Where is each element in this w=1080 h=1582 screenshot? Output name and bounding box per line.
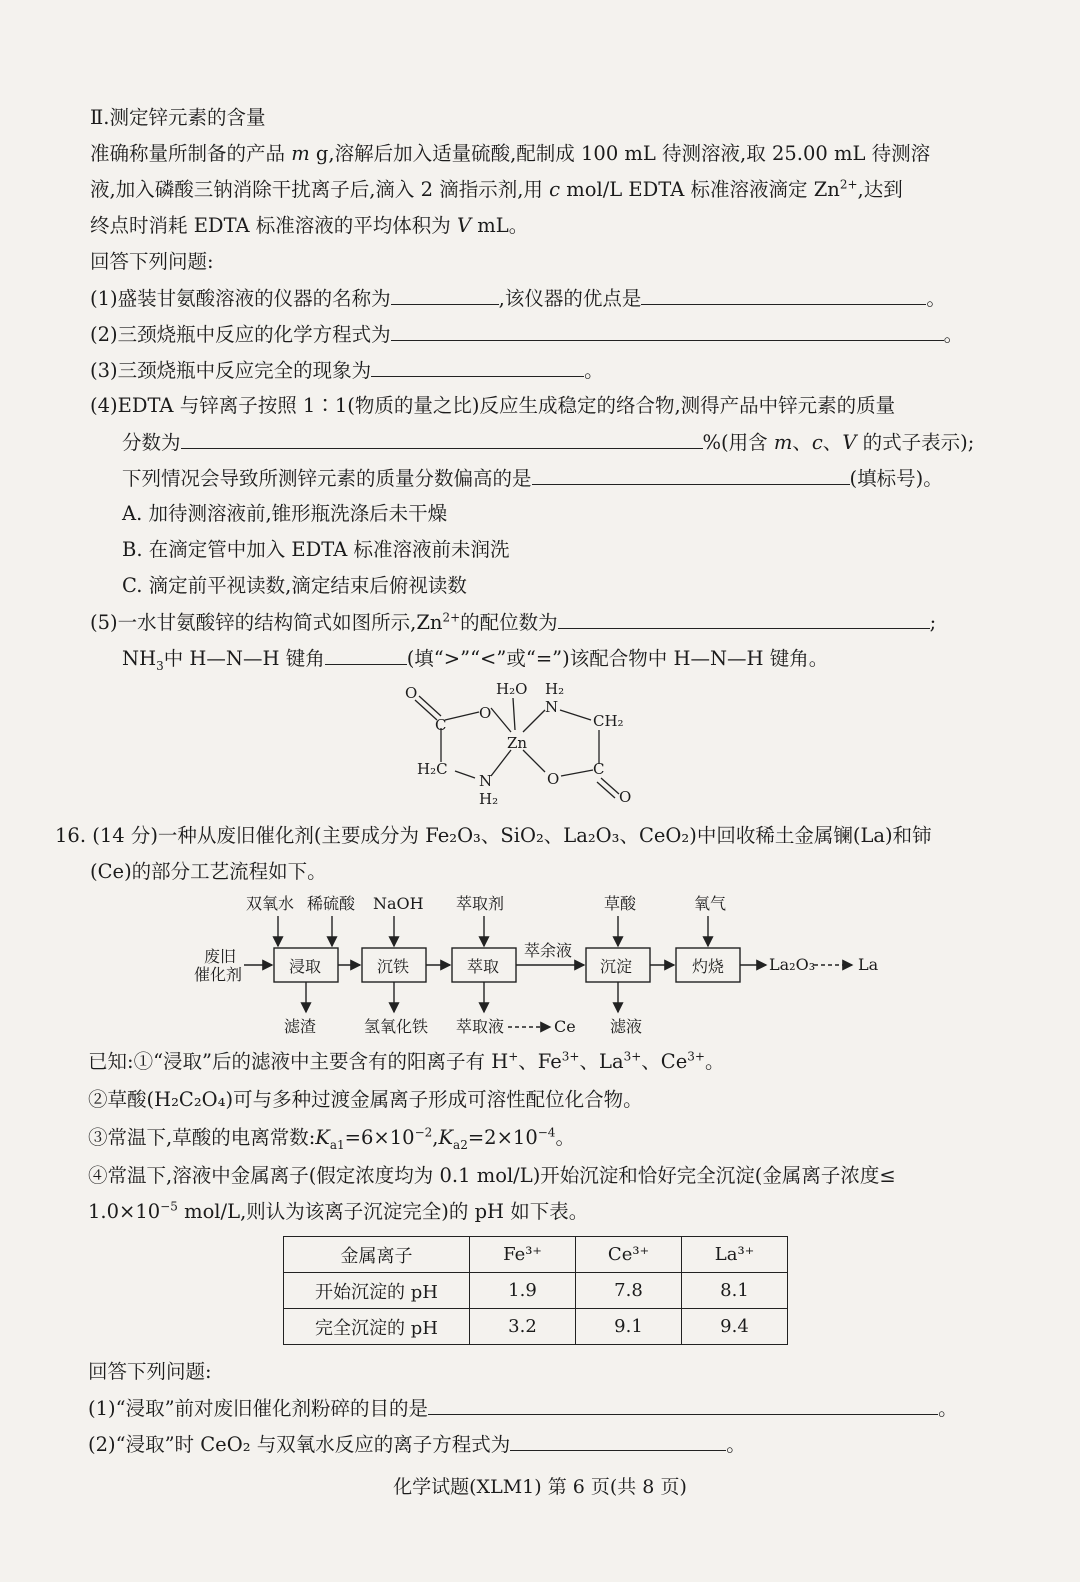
bond-n-zn (523, 710, 545, 732)
question-5-line-2 (122, 644, 828, 673)
superscript: −5 (160, 1199, 178, 1214)
text: 中 H—N—H 键角 (163, 647, 325, 670)
atom-h2c: H₂C (417, 760, 448, 778)
known-4 (88, 1162, 896, 1190)
option-c (122, 572, 467, 600)
atom-n2: N (479, 772, 493, 790)
question-1 (90, 284, 946, 313)
question-4 (90, 392, 895, 420)
raffinate-label: 萃余液 (524, 941, 573, 960)
atom-zn: Zn (507, 734, 528, 752)
product-la2o3: La₂O₃ (769, 955, 816, 974)
text: 回答下列问题: (88, 1360, 212, 1383)
answer-blank[interactable] (428, 1394, 938, 1415)
table-cell: 完全沉淀的 pH (284, 1309, 470, 1345)
text: 、Fe (518, 1050, 562, 1073)
superscript: −4 (537, 1125, 556, 1140)
table-cell: 开始沉淀的 pH (284, 1273, 470, 1309)
text: (2)三颈烧瓶中反应的化学方程式为 (90, 323, 391, 346)
question-16-1 (88, 1394, 958, 1423)
text: 准确称量所制备的产品 (90, 142, 286, 165)
step-calcination: 灼烧 (692, 957, 725, 976)
table-header-cell: 金属离子 (284, 1237, 470, 1273)
input-oxalic-acid: 草酸 (604, 894, 637, 913)
atom-h2o: H₂O (496, 680, 528, 698)
atom-c1: C (435, 716, 447, 734)
atom-h2-top: H₂ (545, 680, 565, 698)
question-16-line-2 (90, 858, 327, 886)
question-3 (90, 356, 604, 385)
question-4-line-3 (122, 464, 943, 493)
output-residue: 滤渣 (284, 1017, 317, 1036)
text: ②草酸(H₂C₂O₄)可与多种过渡金属离子形成可溶性配位化合物。 (88, 1088, 643, 1111)
text: 。 (943, 323, 964, 346)
text: 、La (579, 1050, 624, 1073)
text: (填“>”“<”或“=”)该配合物中 H—N—H 键角。 (406, 647, 829, 670)
bond-o3-c (561, 770, 593, 776)
text: ④常温下,溶液中金属离子(假定浓度均为 0.1 mol/L)开始沉淀和恰好完全沉淀(金属离子浓度≤ (88, 1164, 896, 1187)
question-16-2 (88, 1430, 746, 1459)
bond-co2-double-b (597, 782, 615, 798)
step-extraction: 萃取 (467, 957, 500, 976)
table-cell: 9.4 (682, 1309, 788, 1345)
text: (1)“浸取”前对废旧催化剂粉碎的目的是 (88, 1397, 429, 1420)
text: 液,加入磷酸三钠消除干扰离子后,滴入 2 滴指示剂,用 (90, 178, 543, 201)
text: 。 (584, 359, 604, 382)
text: (2)“浸取”时 CeO₂ 与双氧水反应的离子方程式为 (88, 1433, 511, 1456)
text: mL。 (477, 214, 529, 237)
table-header-cell: Fe³⁺ (470, 1237, 576, 1273)
output-filtrate: 滤液 (610, 1017, 643, 1036)
text: (Ce)的部分工艺流程如下。 (90, 860, 327, 883)
answer-blank[interactable] (532, 464, 850, 485)
table-cell: 3.2 (470, 1309, 576, 1345)
text: (4)EDTA 与锌离子按照 1∶1(物质的量之比)反应生成稳定的络合物,测得产品中锌元素的质量 (90, 394, 896, 417)
subscript: a2 (453, 1137, 468, 1152)
output-iron-hydroxide: 氢氧化铁 (364, 1017, 429, 1036)
var-m: m (773, 431, 793, 454)
input-h2o2: 双氧水 (246, 894, 295, 913)
table-cell: 1.9 (470, 1273, 576, 1309)
text: =6×10 (344, 1126, 415, 1149)
superscript: 2+ (839, 177, 858, 192)
var-c: c (549, 178, 561, 201)
bond-n2-zn (491, 750, 511, 776)
text: ③常温下,草酸的电离常数: (88, 1126, 316, 1149)
text: g,溶解后加入适量硫酸,配制成 100 mL 待测溶液,取 25.00 mL 待测溶 (315, 142, 931, 165)
text: 16. (14 分)一种从废旧催化剂(主要成分为 Fe₂O₃、SiO₂、La₂O₃、CeO₂)中回收稀土金属镧(La)和铈 (55, 824, 932, 847)
answer-prompt (90, 248, 214, 276)
var-V: V (842, 431, 857, 454)
text: 。 (555, 1126, 575, 1149)
text: 的式子表示); (862, 431, 975, 454)
section-heading-text: Ⅱ.测定锌元素的含量 (90, 106, 266, 129)
atom-h2-bottom: H₂ (479, 790, 499, 808)
answer-blank[interactable] (641, 284, 926, 305)
para-line-1 (90, 140, 930, 168)
text: (5)一水甘氨酸锌的结构简式如图所示,Zn (90, 611, 443, 634)
option-b (122, 536, 510, 564)
known-1 (88, 1048, 724, 1076)
text: 已知:①“浸取”后的滤液中主要含有的阳离子有 H (88, 1050, 509, 1073)
bond-zn-o3 (523, 750, 545, 772)
step-iron-precipitation: 沉铁 (377, 957, 410, 976)
subscript: 3 (156, 658, 164, 673)
text: 。 (926, 287, 946, 310)
bond-h2o-zn (513, 698, 515, 730)
answer-blank[interactable] (558, 608, 930, 629)
text: 1.0×10 (88, 1200, 161, 1223)
text: A. 加待测溶液前,锥形瓶洗涤后未干燥 (122, 502, 448, 525)
var-V: V (457, 214, 472, 237)
atom-o4: O (619, 788, 632, 806)
text: 分数为 (122, 431, 181, 454)
input-oxygen: 氧气 (694, 894, 727, 913)
answer-prompt-2 (88, 1358, 212, 1386)
known-2 (88, 1086, 643, 1114)
table-cell: 7.8 (576, 1273, 682, 1309)
para-line-2 (90, 176, 903, 204)
superscript: 3+ (561, 1049, 580, 1064)
input-dilute-h2so4: 稀硫酸 (307, 894, 356, 913)
text: 下列情况会导致所测锌元素的质量分数偏高的是 (122, 467, 532, 490)
text: 、Ce (641, 1050, 688, 1073)
text: , (432, 1126, 439, 1149)
text: (3)三颈烧瓶中反应完全的现象为 (90, 359, 372, 382)
var-m: m (291, 142, 310, 165)
text: 回答下列问题: (90, 250, 214, 273)
bond-ch2-n (455, 771, 475, 778)
atom-o3: O (547, 770, 560, 788)
text: %(用含 (702, 431, 768, 454)
text: (填标号)。 (849, 467, 943, 490)
superscript: −2 (414, 1125, 433, 1140)
input-extractant: 萃取剂 (456, 894, 505, 913)
answer-blank[interactable] (510, 1430, 726, 1451)
page-footer: 化学试题(XLM1) 第 6 页(共 8 页) (393, 1476, 687, 1498)
text: B. 在滴定管中加入 EDTA 标准溶液前未润洗 (122, 538, 510, 561)
known-3 (88, 1124, 575, 1152)
subscript: a1 (329, 1137, 345, 1152)
output-ce: Ce (554, 1017, 576, 1036)
known-4-line-2 (88, 1198, 588, 1226)
option-a (122, 500, 447, 528)
atom-c2: C (593, 760, 605, 778)
section-heading (90, 104, 265, 132)
text: NH (122, 647, 157, 670)
question-16 (55, 822, 932, 850)
ph-table (283, 1236, 788, 1345)
answer-blank[interactable] (391, 284, 499, 305)
table-row (284, 1309, 788, 1345)
text: C. 滴定前平视读数,滴定结束后俯视读数 (122, 574, 467, 597)
atom-o2: O (479, 704, 492, 722)
superscript: + (508, 1049, 519, 1064)
question-2 (90, 320, 963, 349)
table-header-cell: Ce³⁺ (576, 1237, 682, 1273)
source-label-1: 废旧 (204, 947, 237, 966)
source-label-2: 催化剂 (194, 965, 243, 984)
step-precipitation: 沉淀 (600, 957, 633, 976)
superscript: 2+ (442, 610, 461, 625)
var-K: K (438, 1126, 454, 1149)
superscript: 3+ (687, 1049, 705, 1064)
bond-c-o (445, 712, 479, 720)
text: 。 (726, 1433, 746, 1456)
atom-ch2: CH₂ (593, 712, 624, 730)
atom-n1: N (545, 698, 559, 716)
text: mol/L,则认为该离子沉淀完全)的 pH 如下表。 (184, 1200, 589, 1223)
step-leaching: 浸取 (289, 957, 322, 976)
text: 终点时消耗 EDTA 标准溶液的平均体积为 (90, 214, 451, 237)
output-extract: 萃取液 (456, 1017, 505, 1036)
table-cell: 8.1 (682, 1273, 788, 1309)
table-cell: 9.1 (576, 1309, 682, 1345)
question-4-line-2 (122, 428, 974, 457)
table-header-cell: La³⁺ (682, 1237, 788, 1273)
answer-blank[interactable] (181, 428, 703, 449)
product-la: La (858, 955, 879, 974)
para-line-3 (90, 212, 528, 240)
text: ; (929, 611, 937, 634)
zinc-glycinate-structure (395, 676, 655, 812)
text: 、 (822, 431, 843, 454)
answer-blank[interactable] (371, 356, 584, 377)
bond-co2-double-a (601, 778, 619, 794)
bond-o-zn (491, 708, 511, 732)
question-5 (90, 608, 936, 637)
table-header-row (284, 1237, 788, 1273)
text: 的配位数为 (460, 611, 558, 634)
text: ,达到 (857, 178, 903, 201)
table-row (284, 1273, 788, 1309)
input-naoh: NaOH (373, 894, 424, 913)
text: 。 (704, 1050, 725, 1073)
atom-o1: O (405, 684, 418, 702)
var-c: c (811, 431, 823, 454)
text: ,该仪器的优点是 (498, 287, 642, 310)
answer-blank[interactable] (391, 320, 944, 341)
process-flow-chart (186, 890, 906, 1050)
superscript: 3+ (623, 1049, 642, 1064)
text: (1)盛装甘氨酸溶液的仪器的名称为 (90, 287, 391, 310)
text: 。 (938, 1397, 958, 1420)
var-K: K (315, 1126, 330, 1149)
bond-n-ch2 (560, 710, 591, 720)
answer-blank[interactable] (325, 644, 407, 665)
text: 、 (792, 431, 812, 454)
text: =2×10 (467, 1126, 538, 1149)
text: mol/L EDTA 标准溶液滴定 Zn (566, 178, 840, 201)
